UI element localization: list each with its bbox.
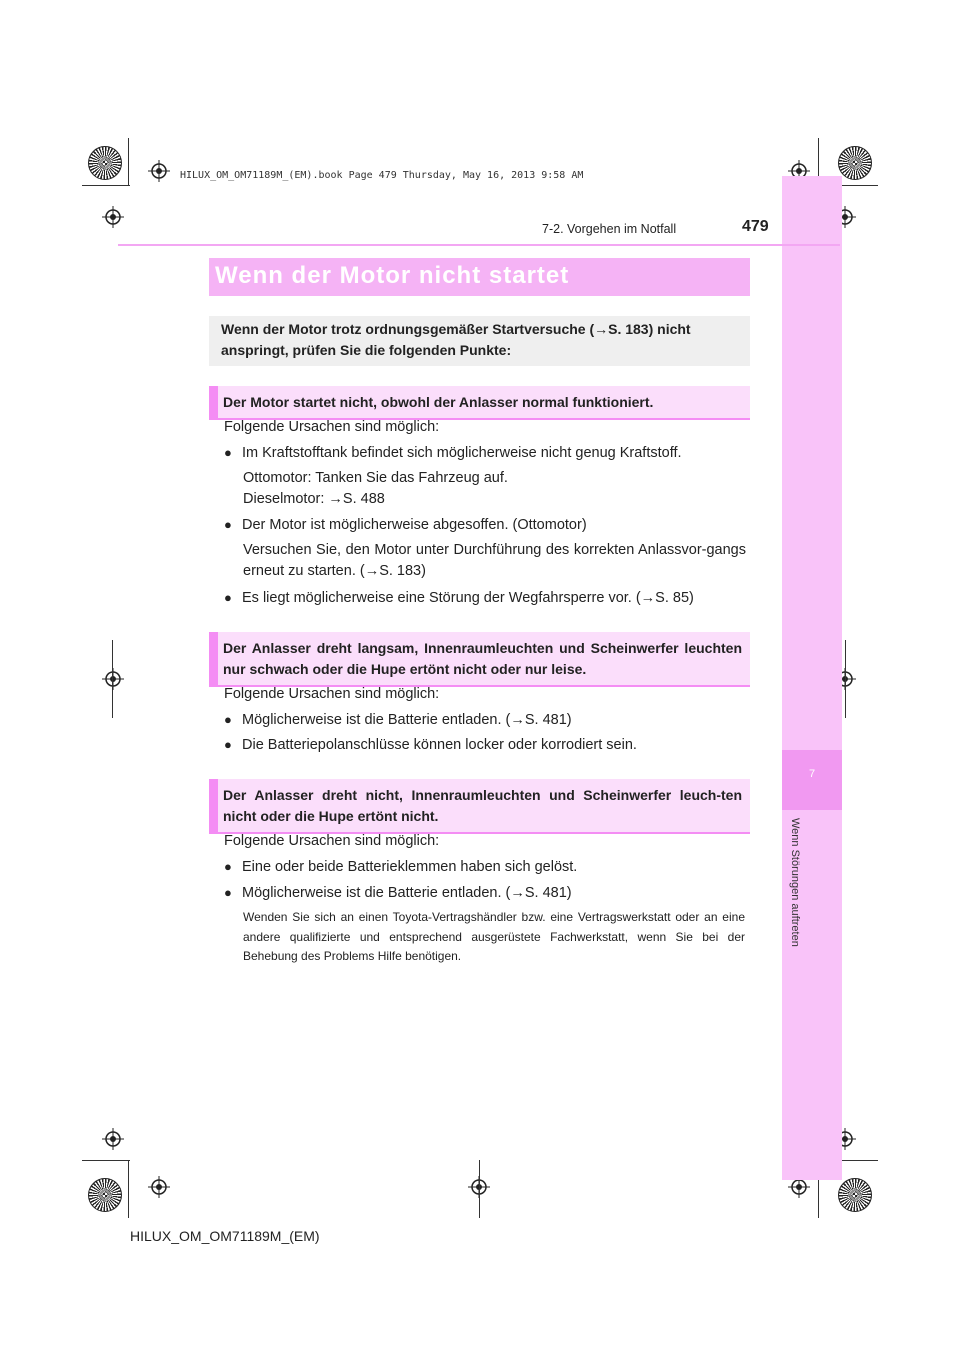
registration-target-icon <box>148 160 170 182</box>
list-item <box>224 515 746 535</box>
note-text: Wenden Sie sich an einen Toyota-Vertragshändler bzw. eine Vertragswerkstatt oder an eine andere qualifizierte und entsprechend ausgerüstete Fachwerkstatt, wenn Sie bei der Behebung des Problems Hilfe benötigen. <box>243 910 745 963</box>
list-item <box>224 588 746 608</box>
registration-target-icon <box>102 1128 124 1150</box>
bullet-icon: ● <box>224 445 232 460</box>
bullet-icon: ● <box>224 737 232 752</box>
list-item-text: Eine oder beide Batterieklemmen haben sich gelöst. <box>242 859 578 875</box>
section-label: 7-2. Vorgehen im Notfall <box>542 222 677 236</box>
section-lead: Folgende Ursachen sind möglich: <box>224 833 440 849</box>
registration-rosette-icon <box>88 146 122 180</box>
page-title: Wenn der Motor nicht startet <box>215 262 570 289</box>
list-item <box>224 710 746 730</box>
section-lead: Folgende Ursachen sind möglich: <box>224 686 440 702</box>
chapter-number: 7 <box>808 768 816 780</box>
registration-target-icon <box>148 1176 170 1198</box>
registration-rosette-icon <box>838 1178 872 1212</box>
registration-target-icon <box>102 668 124 690</box>
chapter-tab <box>782 176 842 1180</box>
list-item-text: Es liegt möglicherweise eine Störung der Wegfahrsperre vor. (→S. 85) <box>242 590 694 606</box>
header-divider <box>118 244 840 246</box>
page-number: 479 <box>742 218 769 235</box>
bullet-icon: ● <box>224 712 232 727</box>
footer-code: HILUX_OM_OM71189M_(EM) <box>130 1228 320 1244</box>
print-info: HILUX_OM_OM71189M_(EM).book Page 479 Thursday, May 16, 2013 9:58 AM <box>180 170 584 181</box>
list-item-text: Möglicherweise ist die Batterie entladen. (→S. 481) <box>242 885 572 901</box>
chapter-number-block <box>782 750 842 810</box>
list-item-detail: Ottomotor: Tanken Sie das Fahrzeug auf. <box>243 470 508 486</box>
list-item <box>224 735 746 755</box>
registration-target-icon <box>102 206 124 228</box>
bullet-icon: ● <box>224 885 232 900</box>
list-item-detail: Versuchen Sie, den Motor unter Durchführung des korrekten Anlassvor-gangs erneut zu starten. (→S. 183) <box>243 542 746 579</box>
bullet-icon: ● <box>224 517 232 532</box>
list-item <box>224 857 746 877</box>
section-lead: Folgende Ursachen sind möglich: <box>224 419 440 435</box>
bullet-icon: ● <box>224 590 232 605</box>
list-item-text: Die Batteriepolanschlüsse können locker oder korrodiert sein. <box>242 737 637 753</box>
list-item-detail: Dieselmotor: →S. 488 <box>243 491 385 507</box>
list-item-text: Der Motor ist möglicherweise abgesoffen. (Ottomotor) <box>242 517 587 533</box>
list-item-text: Im Kraftstofftank befindet sich möglicherweise nicht genug Kraftstoff. <box>242 445 682 461</box>
list-item <box>224 883 746 903</box>
section-heading: Der Motor startet nicht, obwohl der Anlasser normal funktioniert. <box>209 386 750 420</box>
bullet-icon: ● <box>224 859 232 874</box>
registration-rosette-icon <box>838 146 872 180</box>
list-item-text: Möglicherweise ist die Batterie entladen. (→S. 481) <box>242 712 572 728</box>
chapter-title: Wenn Störungen auftreten <box>789 818 801 947</box>
section-heading: Der Anlasser dreht nicht, Innenraumleuchten und Scheinwerfer leuch-ten nicht oder die Hupe ertönt nicht. <box>209 779 750 834</box>
list-item <box>224 443 746 463</box>
intro-text: Wenn der Motor trotz ordnungsgemäßer Startversuche (→S. 183) nicht anspringt, prüfen Sie die folgenden Punkte: <box>221 321 691 358</box>
registration-rosette-icon <box>88 1178 122 1212</box>
section-heading: Der Anlasser dreht langsam, Innenraumleuchten und Scheinwerfer leuchten nur schwach oder die Hupe ertönt nicht oder nur leise. <box>209 632 750 687</box>
